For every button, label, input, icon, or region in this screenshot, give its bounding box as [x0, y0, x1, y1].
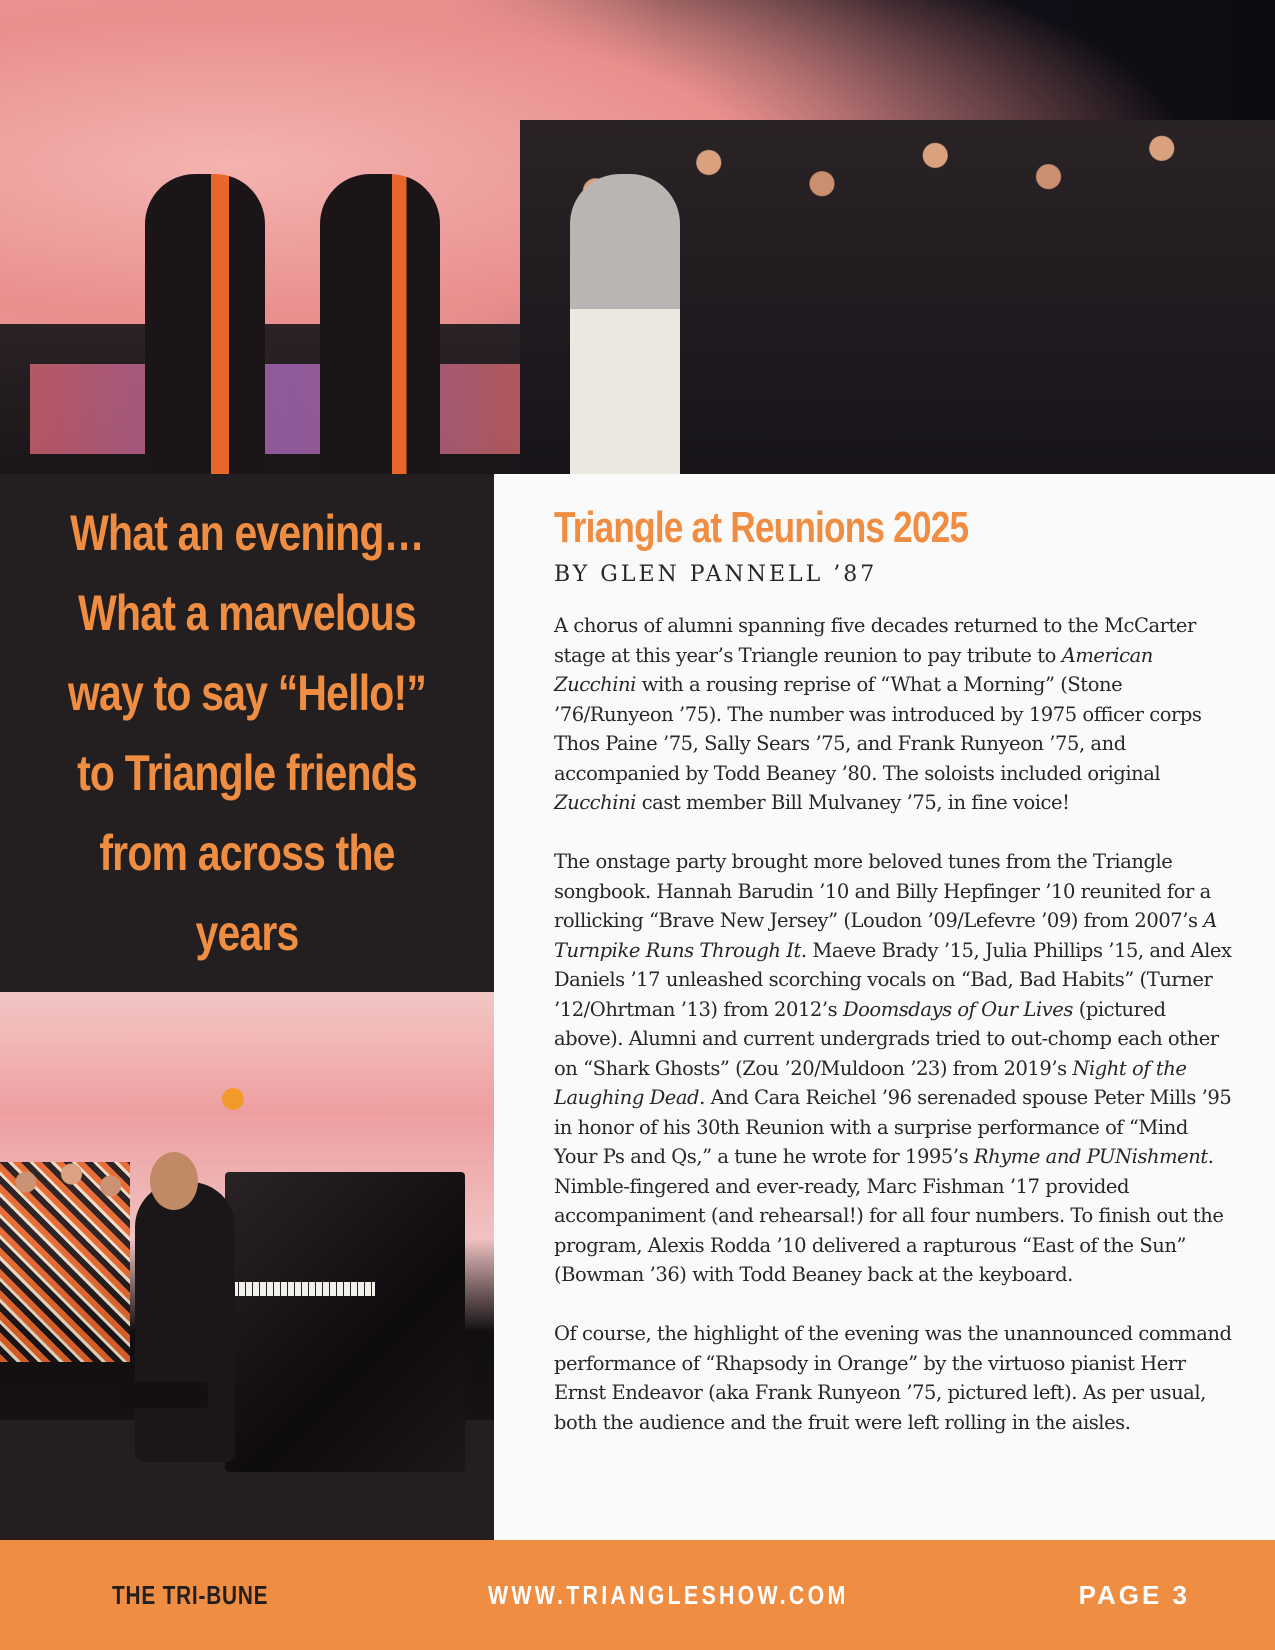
onlookers: [0, 1162, 130, 1362]
pianist: [135, 1182, 235, 1462]
article-paragraph-2: The onstage party brought more beloved tunes from the Triangle songbook. Hannah Barudin ’10 and Billy Hepfinger ’10 reunited for a rollicking “Brave New Jersey” (Loudon ’09/Lefevre ’09) from 2007’s A Turnpike Runs Through It. Maeve Brady ’15, Julia Phillips ’15, and Alex Daniels ’17 unleashed scorching vocals on “Bad, Bad Habits” (Turner ’12/Ohrtman ’13) from 2012’s Doomsdays of Our Lives (pictured above). Alumni and current undergrads tried to out-chomp each other on “Shark Ghosts” (Zou ’20/Muldoon ’23) from 2019’s Night of the Laughing Dead. And Cara Reichel ’96 serenaded spouse Peter Mills ’95 in honor of his 30th Reunion with a surprise performance of “Mind Your Ps and Qs,” a tune he wrote for 1995’s Rhyme and PUNishment. Nimble-fingered and ever-ready, Marc Fishman ’17 provided accompaniment (and rehearsal!) for all four numbers. To finish out the program, Alexis Rodda ’10 delivered a rapturous “East of the Sun” (Bowman ’36) with Todd Beaney back at the keyboard.: [554, 850, 1232, 1286]
article-title: Triangle at Reunions 2025: [554, 503, 969, 552]
article-paragraph-1: A chorus of alumni spanning five decades returned to the McCarter stage at this year’s Triangle reunion to pay tribute to American Zucchini with a rousing reprise of “What a Morning” (Stone ’76/Runyeon ’75). The number was introduced by 1975 officer corps Thos Paine ’75, Sally Sears ’75, and Frank Runyeon ’75, and accompanied by Todd Beaney ’80. The soloists included original Zucchini cast member Bill Mulvaney ’75, in fine voice!: [554, 614, 1202, 814]
pianist-head: [150, 1152, 198, 1210]
piano-bench: [118, 1382, 208, 1408]
stage-platform: [30, 364, 550, 454]
footer-publication-name: THE TRI-BUNE: [112, 1580, 269, 1610]
article-paragraph-3: Of course, the highlight of the evening was the unannounced command performance of “Rhapsody in Orange” by the virtuoso pianist Herr Ernst Endeavor (aka Frank Runyeon ’75, pictured left). As per usual, both the audience and the fruit were left rolling in the aisles.: [554, 1322, 1232, 1434]
footer-website-link[interactable]: WWW.TRIANGLESHOW.COM: [488, 1580, 849, 1610]
article-byline: BY GLEN PANNELL ’87: [554, 562, 878, 587]
upright-piano: [225, 1172, 465, 1472]
footer-page-number: PAGE 3: [1078, 1580, 1190, 1610]
pull-quote: What an evening… What a marvelous way to say “Hello!” to Triangle friends from across the years: [67, 505, 427, 961]
singer-1: [145, 174, 265, 474]
top-photo: [0, 0, 1275, 474]
bottom-photo: [0, 992, 494, 1540]
singer-2: [320, 174, 440, 474]
article: [554, 500, 1234, 1467]
orange-fruit: [222, 1088, 244, 1110]
pull-quote-panel: [0, 474, 494, 992]
singer-3: [570, 174, 680, 474]
piano-keys: [225, 1282, 375, 1296]
footer: [0, 1540, 1275, 1650]
